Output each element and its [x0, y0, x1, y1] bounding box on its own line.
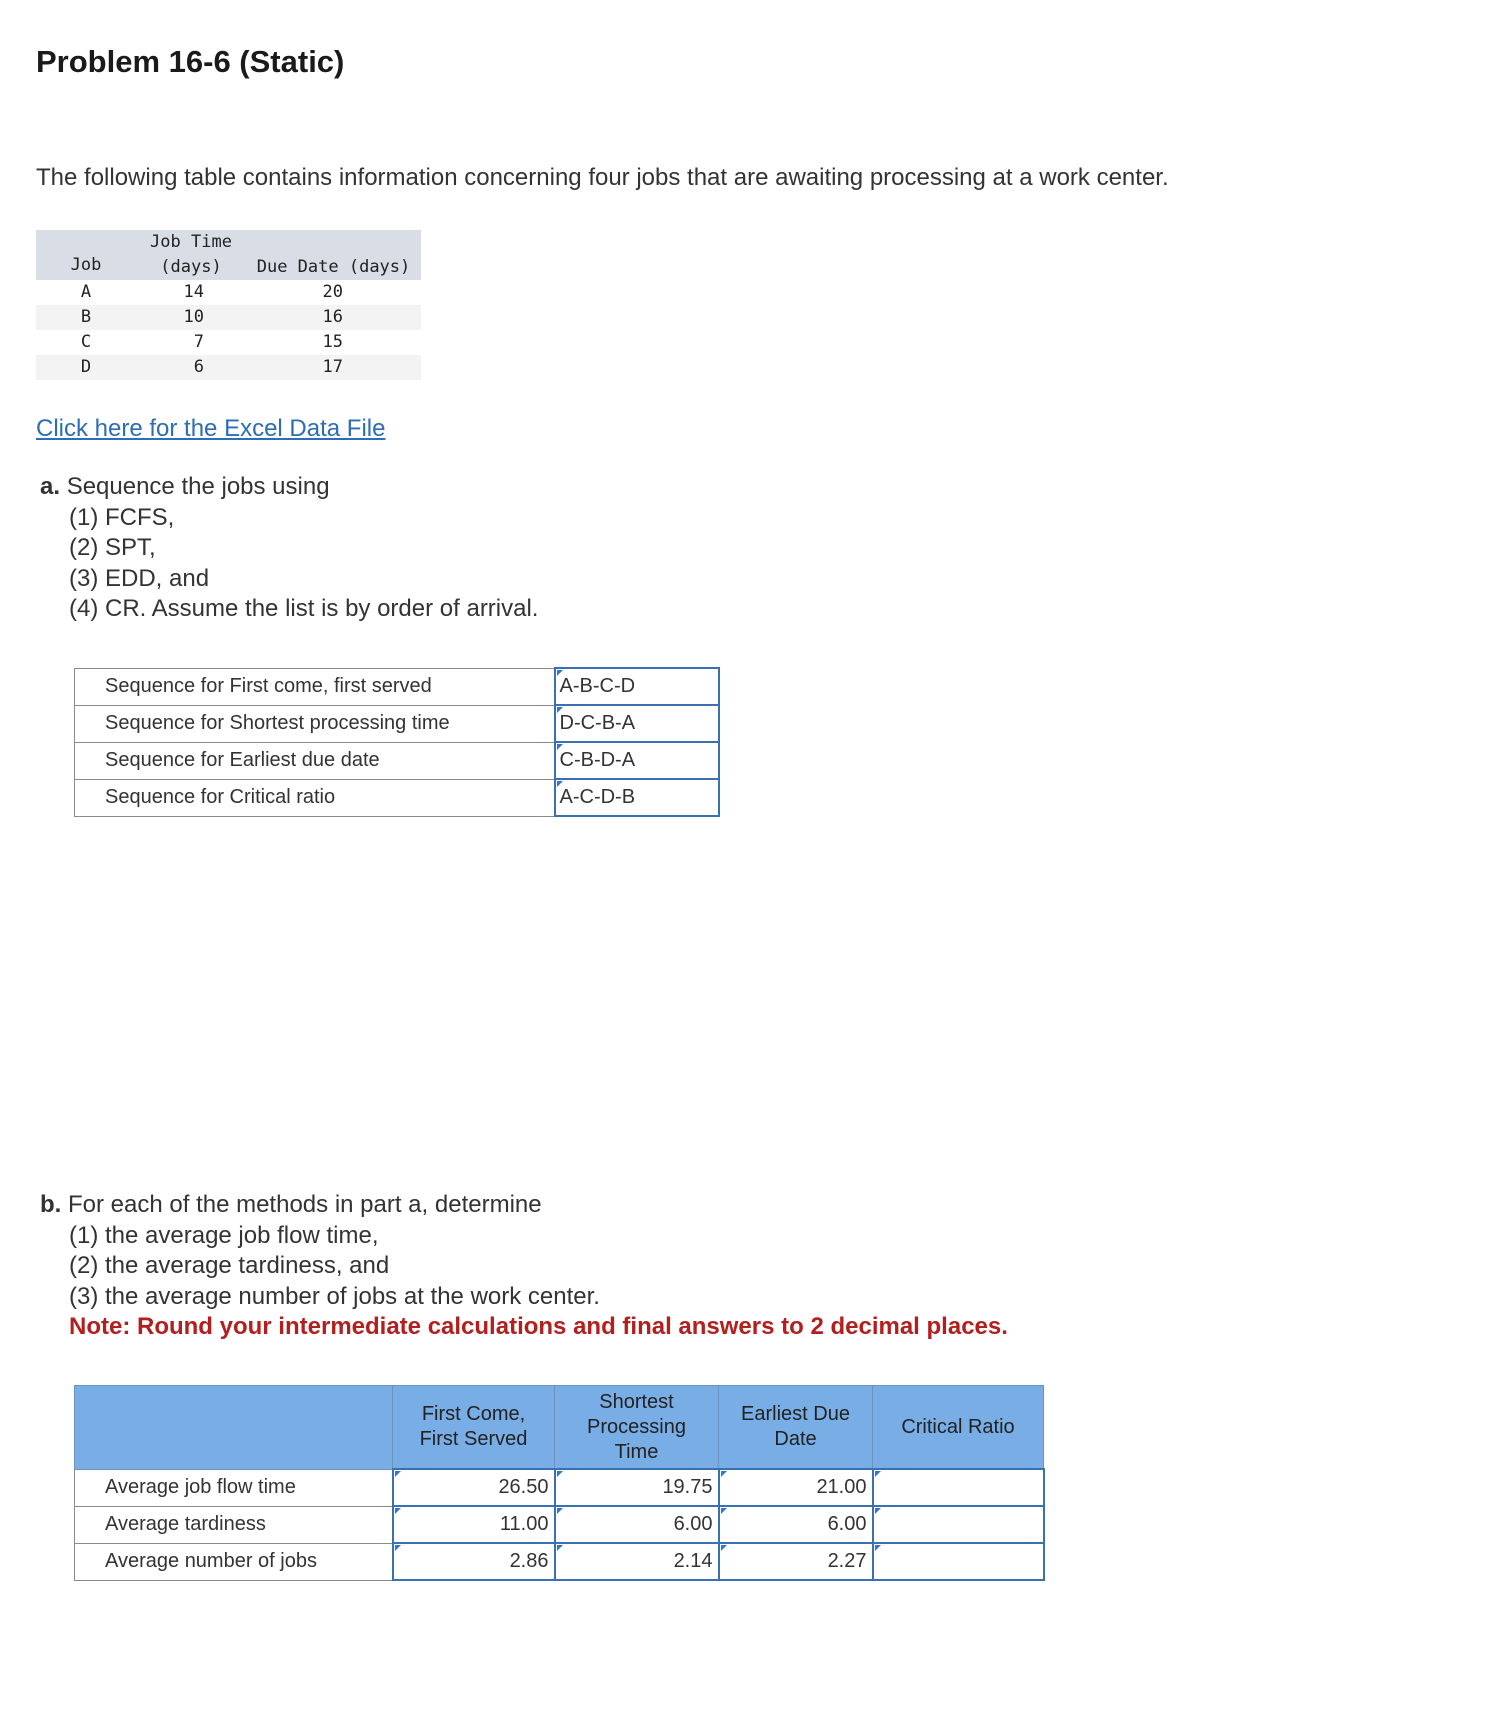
page-title: Problem 16-6 (Static)	[36, 44, 345, 79]
time-cell: 14	[183, 282, 204, 302]
part-b-line: (3) the average number of jobs at the work center.	[69, 1282, 600, 1310]
sequence-label: Sequence for First come, first served	[75, 668, 555, 705]
answer-marker-icon	[395, 1545, 401, 1551]
avg-jobs-fcfs-input[interactable]: 2.86	[393, 1543, 555, 1580]
part-a-line: (3) EDD, and	[69, 564, 210, 592]
tardiness-cr-input[interactable]	[873, 1506, 1044, 1543]
flow-time-spt-input[interactable]: 19.75	[555, 1469, 719, 1506]
rounding-note: Note: Round your intermediate calculations and final answers to 2 decimal places.	[69, 1313, 1008, 1340]
part-a-label: a.	[40, 473, 61, 500]
table-row	[75, 1506, 1044, 1543]
part-b-line: (2) the average tardiness, and	[69, 1252, 390, 1279]
time-cell: 7	[193, 332, 204, 352]
answer-marker-icon	[395, 1471, 401, 1477]
tardiness-spt-input[interactable]: 6.00	[555, 1506, 719, 1543]
table-row	[75, 1543, 1044, 1580]
avg-jobs-spt-input[interactable]: 2.14	[555, 1543, 719, 1580]
table-row	[75, 705, 719, 742]
table-row	[36, 330, 421, 355]
part-a-line: Sequence the jobs using	[66, 473, 330, 500]
flow-time-fcfs-input[interactable]: 26.50	[393, 1469, 555, 1506]
results-table	[74, 1385, 1045, 1581]
answer-marker-icon	[557, 670, 563, 676]
part-b-label: b.	[40, 1191, 62, 1218]
due-cell: 16	[246, 305, 421, 330]
row-label: Average number of jobs	[75, 1543, 393, 1580]
time-cell: 6	[136, 355, 246, 380]
header-job-time	[136, 230, 246, 280]
due-cell: 20	[322, 282, 343, 302]
job-cell: B	[36, 305, 136, 330]
tardiness-edd-input[interactable]: 6.00	[719, 1506, 873, 1543]
part-a-question	[40, 472, 538, 625]
flow-time-cr-input[interactable]	[873, 1469, 1044, 1506]
sequence-label: Sequence for Earliest due date	[75, 742, 555, 779]
intro-text: The following table contains information concerning four jobs that are awaiting processing at a work center.	[36, 164, 1169, 191]
answer-marker-icon	[557, 744, 563, 750]
header-spt: Shortest Processing Time	[555, 1386, 719, 1470]
avg-jobs-edd-input[interactable]: 2.27	[719, 1543, 873, 1580]
time-cell: 10	[136, 305, 246, 330]
part-a-line: (4) CR. Assume the list is by order of arrival.	[69, 595, 539, 622]
table-row	[36, 280, 421, 305]
header-job: Job	[36, 230, 136, 280]
results-header-blank	[75, 1386, 393, 1470]
answer-marker-icon	[557, 707, 563, 713]
sequence-label: Sequence for Shortest processing time	[75, 705, 555, 742]
job-cell: C	[80, 332, 92, 352]
row-label: Average tardiness	[75, 1506, 393, 1543]
part-b-line: For each of the methods in part a, determine	[68, 1191, 542, 1218]
job-table-header	[36, 230, 421, 280]
header-job-time-line1: Job Time	[150, 232, 232, 252]
avg-jobs-cr-input[interactable]	[873, 1543, 1044, 1580]
table-row	[75, 742, 719, 779]
sequence-edd-input[interactable]: C-B-D-A	[555, 742, 719, 779]
table-row	[75, 1469, 1044, 1506]
header-job-time-line2: (days)	[160, 257, 222, 277]
header-due-date: Due Date (days)	[246, 230, 421, 280]
sequence-label: Sequence for Critical ratio	[75, 779, 555, 816]
part-b-line: (1) the average job flow time,	[69, 1221, 379, 1249]
answer-marker-icon	[557, 781, 563, 787]
excel-data-file-link[interactable]: Click here for the Excel Data File	[36, 415, 386, 442]
table-row	[75, 779, 719, 816]
flow-time-edd-input[interactable]: 21.00	[719, 1469, 873, 1506]
due-cell: 15	[322, 332, 343, 352]
table-row	[36, 305, 421, 330]
header-fcfs: First Come, First Served	[393, 1386, 555, 1470]
part-a-line: (1) FCFS,	[69, 503, 175, 531]
header-edd: Earliest Due Date	[719, 1386, 873, 1470]
job-cell: A	[80, 282, 92, 302]
results-header-row	[75, 1386, 1044, 1470]
job-cell: D	[36, 355, 136, 380]
sequence-fcfs-input[interactable]: A-B-C-D	[555, 668, 719, 705]
table-row	[75, 668, 719, 705]
job-data-table	[36, 230, 421, 380]
sequence-spt-input[interactable]: D-C-B-A	[555, 705, 719, 742]
sequence-answer-table	[74, 667, 720, 817]
answer-marker-icon	[395, 1508, 401, 1514]
part-b-question	[40, 1190, 1008, 1343]
part-a-line: (2) SPT,	[69, 534, 156, 561]
due-cell: 17	[246, 355, 421, 380]
row-label: Average job flow time	[75, 1469, 393, 1506]
sequence-cr-input[interactable]: A-C-D-B	[555, 779, 719, 816]
table-row	[36, 355, 421, 380]
header-cr: Critical Ratio	[873, 1386, 1044, 1470]
tardiness-fcfs-input[interactable]: 11.00	[393, 1506, 555, 1543]
